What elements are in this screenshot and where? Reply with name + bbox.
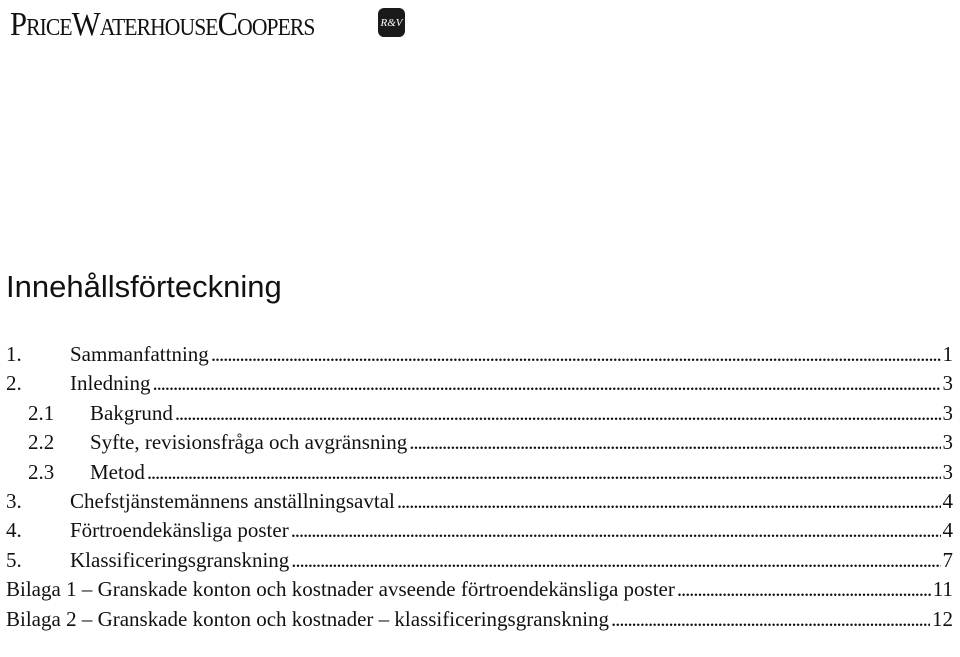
dot-leader xyxy=(409,428,940,457)
toc-entry-title: Förtroendekänsliga poster xyxy=(70,518,289,543)
toc-entry-page: 7 xyxy=(942,547,953,572)
toc-entry-number: 2.1 xyxy=(28,400,55,425)
toc-title: Innehållsförteckning xyxy=(6,269,282,304)
toc-entry[interactable] xyxy=(6,458,953,487)
toc-entry[interactable] xyxy=(6,369,953,398)
toc-entry-number: 2. xyxy=(6,371,22,396)
toc-entry-number: 2.2 xyxy=(28,430,55,455)
toc-entry-title: Sammanfattning xyxy=(70,342,209,366)
toc-entry-page: 3 xyxy=(942,371,953,396)
toc-entry[interactable] xyxy=(6,605,953,634)
toc-entry-page: 4 xyxy=(942,518,953,543)
dot-leader xyxy=(152,369,940,398)
dot-leader xyxy=(175,399,941,428)
toc-entry-number: 4. xyxy=(6,518,22,543)
company-logo xyxy=(10,2,348,48)
toc-entry-number: 1. xyxy=(6,342,22,366)
toc-entry-title: Syfte, revisionsfråga och avgränsning xyxy=(90,430,408,455)
dot-leader xyxy=(291,516,941,545)
toc-entry[interactable] xyxy=(6,487,953,516)
dot-leader xyxy=(677,575,931,604)
logo-wordmark: PriceWaterhouseCoopers xyxy=(10,6,315,43)
toc-entry-page: 3 xyxy=(942,459,953,484)
toc-entry[interactable] xyxy=(6,575,953,604)
toc-entry-page: 12 xyxy=(932,606,953,631)
toc-entry-page: 4 xyxy=(942,488,953,513)
toc-entry-page: 3 xyxy=(942,430,953,455)
toc-entry[interactable] xyxy=(6,546,953,575)
toc-entry[interactable] xyxy=(6,340,953,369)
dot-leader xyxy=(211,340,941,369)
dot-leader xyxy=(397,487,941,516)
logo-seal-text: R&V xyxy=(380,16,403,29)
toc-entry[interactable] xyxy=(6,516,953,545)
toc-entry-title: Metod xyxy=(90,459,145,484)
toc-entry-title: Bilaga 1 – Granskade konton och kostnader avseende förtroendekänsliga poster xyxy=(6,577,675,602)
dot-leader xyxy=(147,458,941,487)
toc-entry[interactable] xyxy=(6,428,953,457)
toc-entry-number: 2.3 xyxy=(28,459,55,484)
toc-entry-number: 3. xyxy=(6,488,22,513)
toc-entry-title: Klassificeringsgranskning xyxy=(70,547,290,572)
toc-entry-title: Chefstjänstemännens anställningsavtal xyxy=(70,488,395,513)
toc-entry-page: 11 xyxy=(932,577,953,602)
table-of-contents xyxy=(6,340,953,634)
toc-entry-number: 5. xyxy=(6,547,22,572)
toc-entry-page: 1 xyxy=(942,342,953,366)
dot-leader xyxy=(291,546,940,575)
toc-entry-title: Bilaga 2 – Granskade konton och kostnader – klassificeringsgranskning xyxy=(6,606,610,631)
logo-seal xyxy=(378,8,405,37)
toc-entry[interactable] xyxy=(6,399,953,428)
dot-leader xyxy=(611,605,930,634)
toc-entry-title: Inledning xyxy=(70,371,151,396)
toc-entry-page: 3 xyxy=(942,400,953,425)
toc-entry-title: Bakgrund xyxy=(90,400,173,425)
